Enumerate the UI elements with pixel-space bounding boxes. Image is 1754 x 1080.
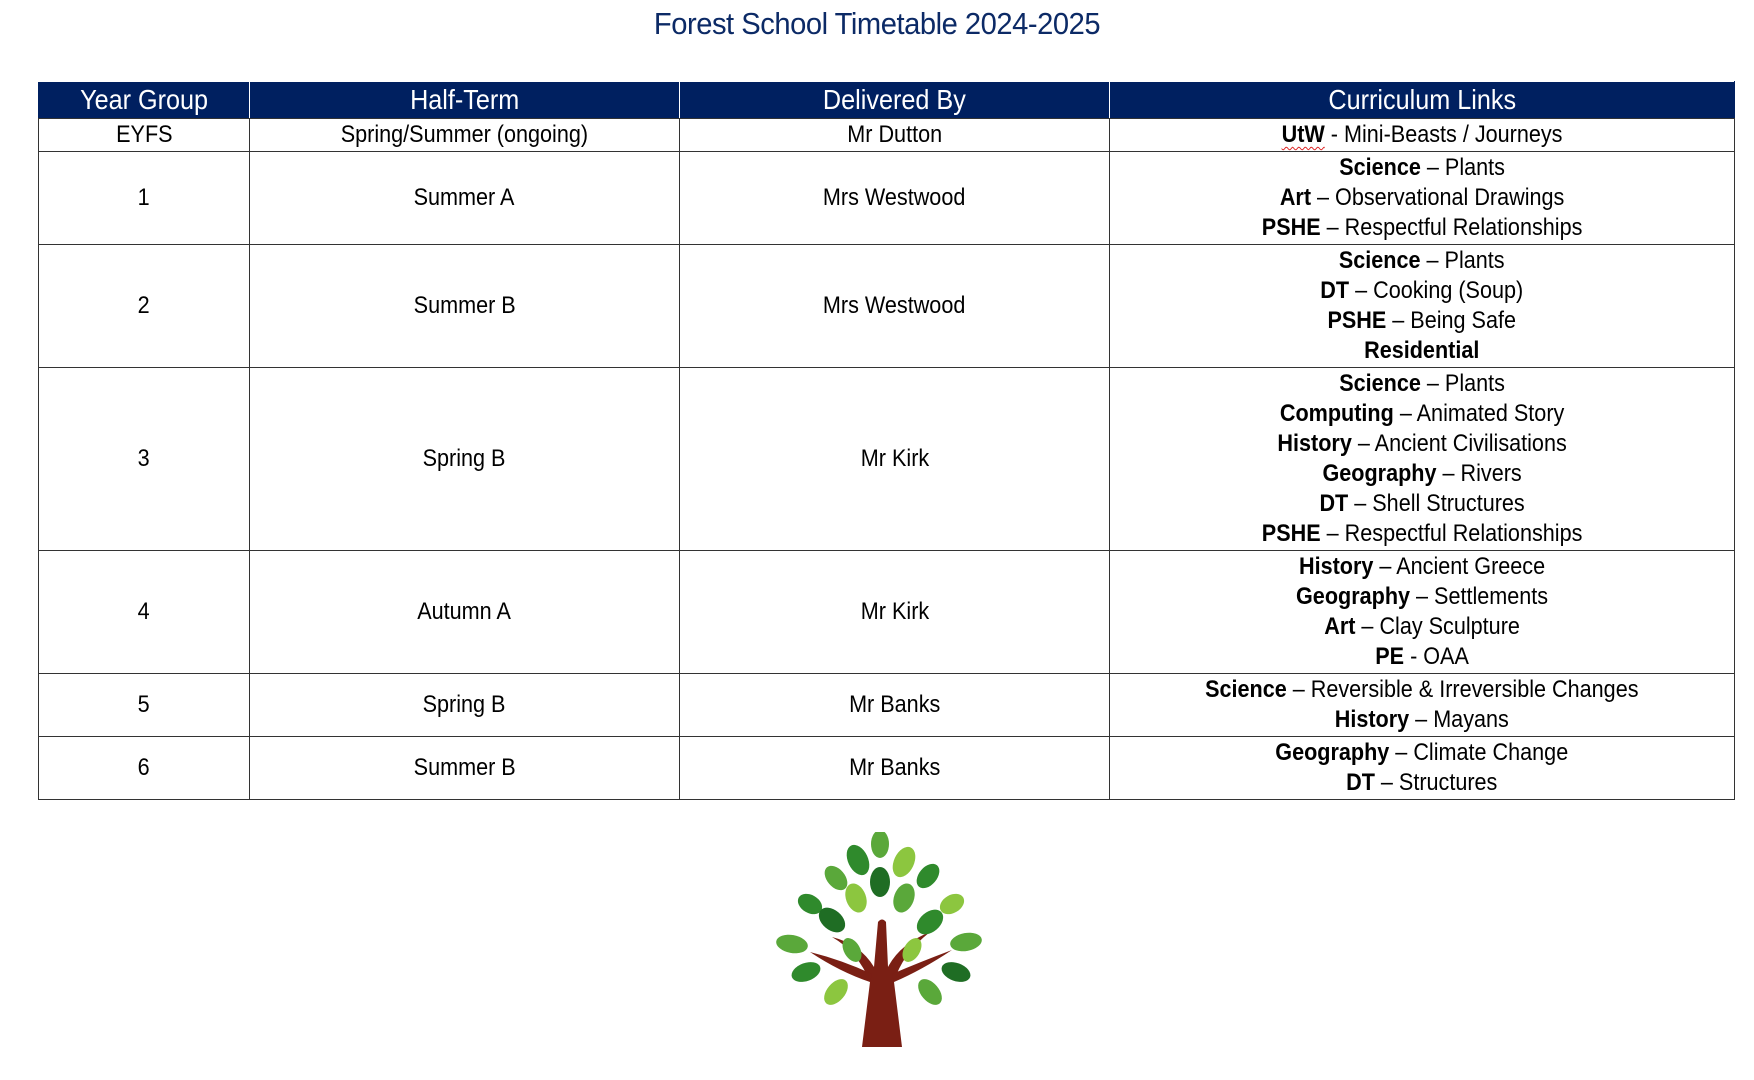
table-row: [39, 152, 1735, 245]
half-term-cell: Summer A: [250, 152, 680, 245]
topic-name: Respectful Relationships: [1344, 520, 1583, 547]
topic-name: Clay Sculpture: [1379, 613, 1520, 640]
topic-name: Respectful Relationships: [1344, 214, 1583, 241]
separator: –: [1373, 553, 1397, 580]
curriculum-link: [1205, 705, 1638, 735]
subject-name: PSHE: [1261, 214, 1321, 241]
delivered-by-cell: Mr Kirk: [680, 368, 1110, 551]
topic-name: OAA: [1423, 643, 1469, 670]
curriculum-link: [1296, 552, 1548, 582]
subject-name: PSHE: [1261, 520, 1321, 547]
topic-name: Observational Drawings: [1334, 184, 1565, 211]
separator: –: [1420, 154, 1445, 181]
curriculum-link: [1205, 675, 1638, 705]
separator: –: [1409, 583, 1434, 610]
curriculum-link: [1276, 768, 1569, 798]
curriculum-link: [1321, 246, 1524, 276]
topic-name: Being Safe: [1410, 307, 1517, 334]
table-row: [39, 737, 1735, 800]
half-term-cell: Autumn A: [250, 551, 680, 674]
subject-name: Science: [1205, 676, 1287, 703]
timetable: [38, 81, 1735, 800]
curriculum-links-cell: [1110, 551, 1735, 674]
separator: –: [1320, 520, 1345, 547]
header-curriculum-links: Curriculum Links: [1110, 82, 1735, 119]
curriculum-link: [1262, 459, 1583, 489]
subject-name: Science: [1339, 154, 1421, 181]
curriculum-link: [1282, 120, 1563, 150]
separator: –: [1386, 307, 1411, 334]
half-term-cell: Summer B: [250, 245, 680, 368]
curriculum-links-cell: [1110, 737, 1735, 800]
curriculum-link: [1262, 519, 1583, 549]
separator: –: [1393, 400, 1417, 427]
header-delivered-by: Delivered By: [680, 82, 1110, 119]
separator: –: [1310, 184, 1335, 211]
table-row: [39, 368, 1735, 551]
year-group-cell: 5: [39, 674, 250, 737]
table-row: [39, 674, 1735, 737]
topic-name: Rivers: [1460, 460, 1522, 487]
subject-name: Art: [1324, 613, 1356, 640]
separator: –: [1320, 214, 1345, 241]
subject-name: Geography: [1322, 460, 1437, 487]
separator: –: [1409, 706, 1434, 733]
curriculum-link: [1296, 642, 1548, 672]
curriculum-link: [1296, 612, 1548, 642]
table-row: [39, 551, 1735, 674]
separator: –: [1355, 613, 1380, 640]
subject-name: History: [1298, 553, 1374, 580]
year-group-cell: 1: [39, 152, 250, 245]
curriculum-links-cell: [1110, 368, 1735, 551]
header-row: [39, 82, 1735, 119]
topic-name: Plants: [1444, 154, 1505, 181]
header-half-term: Half-Term: [250, 82, 680, 119]
curriculum-link: [1262, 153, 1583, 183]
page-title: Forest School Timetable 2024-2025: [653, 6, 1101, 41]
year-group-cell: 2: [39, 245, 250, 368]
subject-name: Geography: [1295, 583, 1410, 610]
subject-name: Computing: [1279, 400, 1394, 427]
curriculum-link: [1321, 306, 1524, 336]
topic-name: Plants: [1444, 370, 1505, 397]
curriculum-link: [1321, 276, 1524, 306]
half-term-cell: Spring B: [250, 368, 680, 551]
delivered-by-cell: Mr Dutton: [680, 119, 1110, 152]
half-term-cell: Spring B: [250, 674, 680, 737]
subject-name: Residential: [1364, 337, 1480, 364]
curriculum-link: [1262, 213, 1583, 243]
curriculum-link: [1262, 369, 1583, 399]
curriculum-links-cell: [1110, 245, 1735, 368]
table-row: [39, 245, 1735, 368]
curriculum-links-cell: [1110, 674, 1735, 737]
subject-name: Science: [1339, 247, 1421, 274]
curriculum-links-cell: [1110, 152, 1735, 245]
topic-name: Mini-Beasts / Journeys: [1343, 121, 1563, 148]
subject-name: PSHE: [1327, 307, 1387, 334]
separator: –: [1349, 277, 1374, 304]
separator: -: [1324, 121, 1344, 148]
separator: -: [1404, 643, 1424, 670]
topic-name: Reversible & Irreversible Changes: [1310, 676, 1639, 703]
year-group-cell: 4: [39, 551, 250, 674]
table-row: [39, 119, 1735, 152]
topic-name: Structures: [1399, 769, 1498, 796]
topic-name: Cooking (Soup): [1373, 277, 1524, 304]
subject-name: Geography: [1275, 739, 1390, 766]
half-term-cell: Summer B: [250, 737, 680, 800]
curriculum-link: [1296, 582, 1548, 612]
subject-name: History: [1334, 706, 1410, 733]
curriculum-link: [1262, 183, 1583, 213]
separator: –: [1436, 460, 1461, 487]
curriculum-link: [1262, 489, 1583, 519]
tree-icon: [770, 832, 990, 1052]
delivered-by-cell: Mrs Westwood: [680, 245, 1110, 368]
year-group-cell: EYFS: [39, 119, 250, 152]
subject-name: PE: [1375, 643, 1404, 670]
separator: –: [1389, 739, 1414, 766]
year-group-cell: 3: [39, 368, 250, 551]
subject-name: Art: [1279, 184, 1311, 211]
curriculum-link: [1262, 429, 1583, 459]
subject-name: UtW: [1281, 121, 1325, 148]
topic-name: Climate Change: [1413, 739, 1569, 766]
subject-name: History: [1277, 430, 1352, 457]
delivered-by-cell: Mr Kirk: [680, 551, 1110, 674]
header-year-group: Year Group: [39, 82, 250, 119]
topic-name: Mayans: [1433, 706, 1510, 733]
subject-name: Science: [1339, 370, 1421, 397]
curriculum-links-cell: [1110, 119, 1735, 152]
separator: –: [1420, 370, 1445, 397]
subject-name: DT: [1319, 490, 1349, 517]
year-group-cell: 6: [39, 737, 250, 800]
delivered-by-cell: Mr Banks: [680, 737, 1110, 800]
topic-name: Ancient Greece: [1396, 553, 1546, 580]
half-term-cell: Spring/Summer (ongoing): [250, 119, 680, 152]
separator: –: [1375, 769, 1400, 796]
subject-name: DT: [1320, 277, 1350, 304]
topic-name: Shell Structures: [1372, 490, 1525, 517]
separator: –: [1420, 247, 1445, 274]
separator: –: [1351, 430, 1375, 457]
topic-name: Plants: [1444, 247, 1505, 274]
topic-name: Ancient Civilisations: [1374, 430, 1567, 457]
curriculum-link: [1321, 336, 1524, 366]
topic-name: Settlements: [1433, 583, 1549, 610]
delivered-by-cell: Mr Banks: [680, 674, 1110, 737]
separator: –: [1348, 490, 1373, 517]
delivered-by-cell: Mrs Westwood: [680, 152, 1110, 245]
topic-name: Animated Story: [1416, 400, 1565, 427]
curriculum-link: [1276, 738, 1569, 768]
curriculum-link: [1262, 399, 1583, 429]
separator: –: [1286, 676, 1311, 703]
subject-name: DT: [1346, 769, 1376, 796]
